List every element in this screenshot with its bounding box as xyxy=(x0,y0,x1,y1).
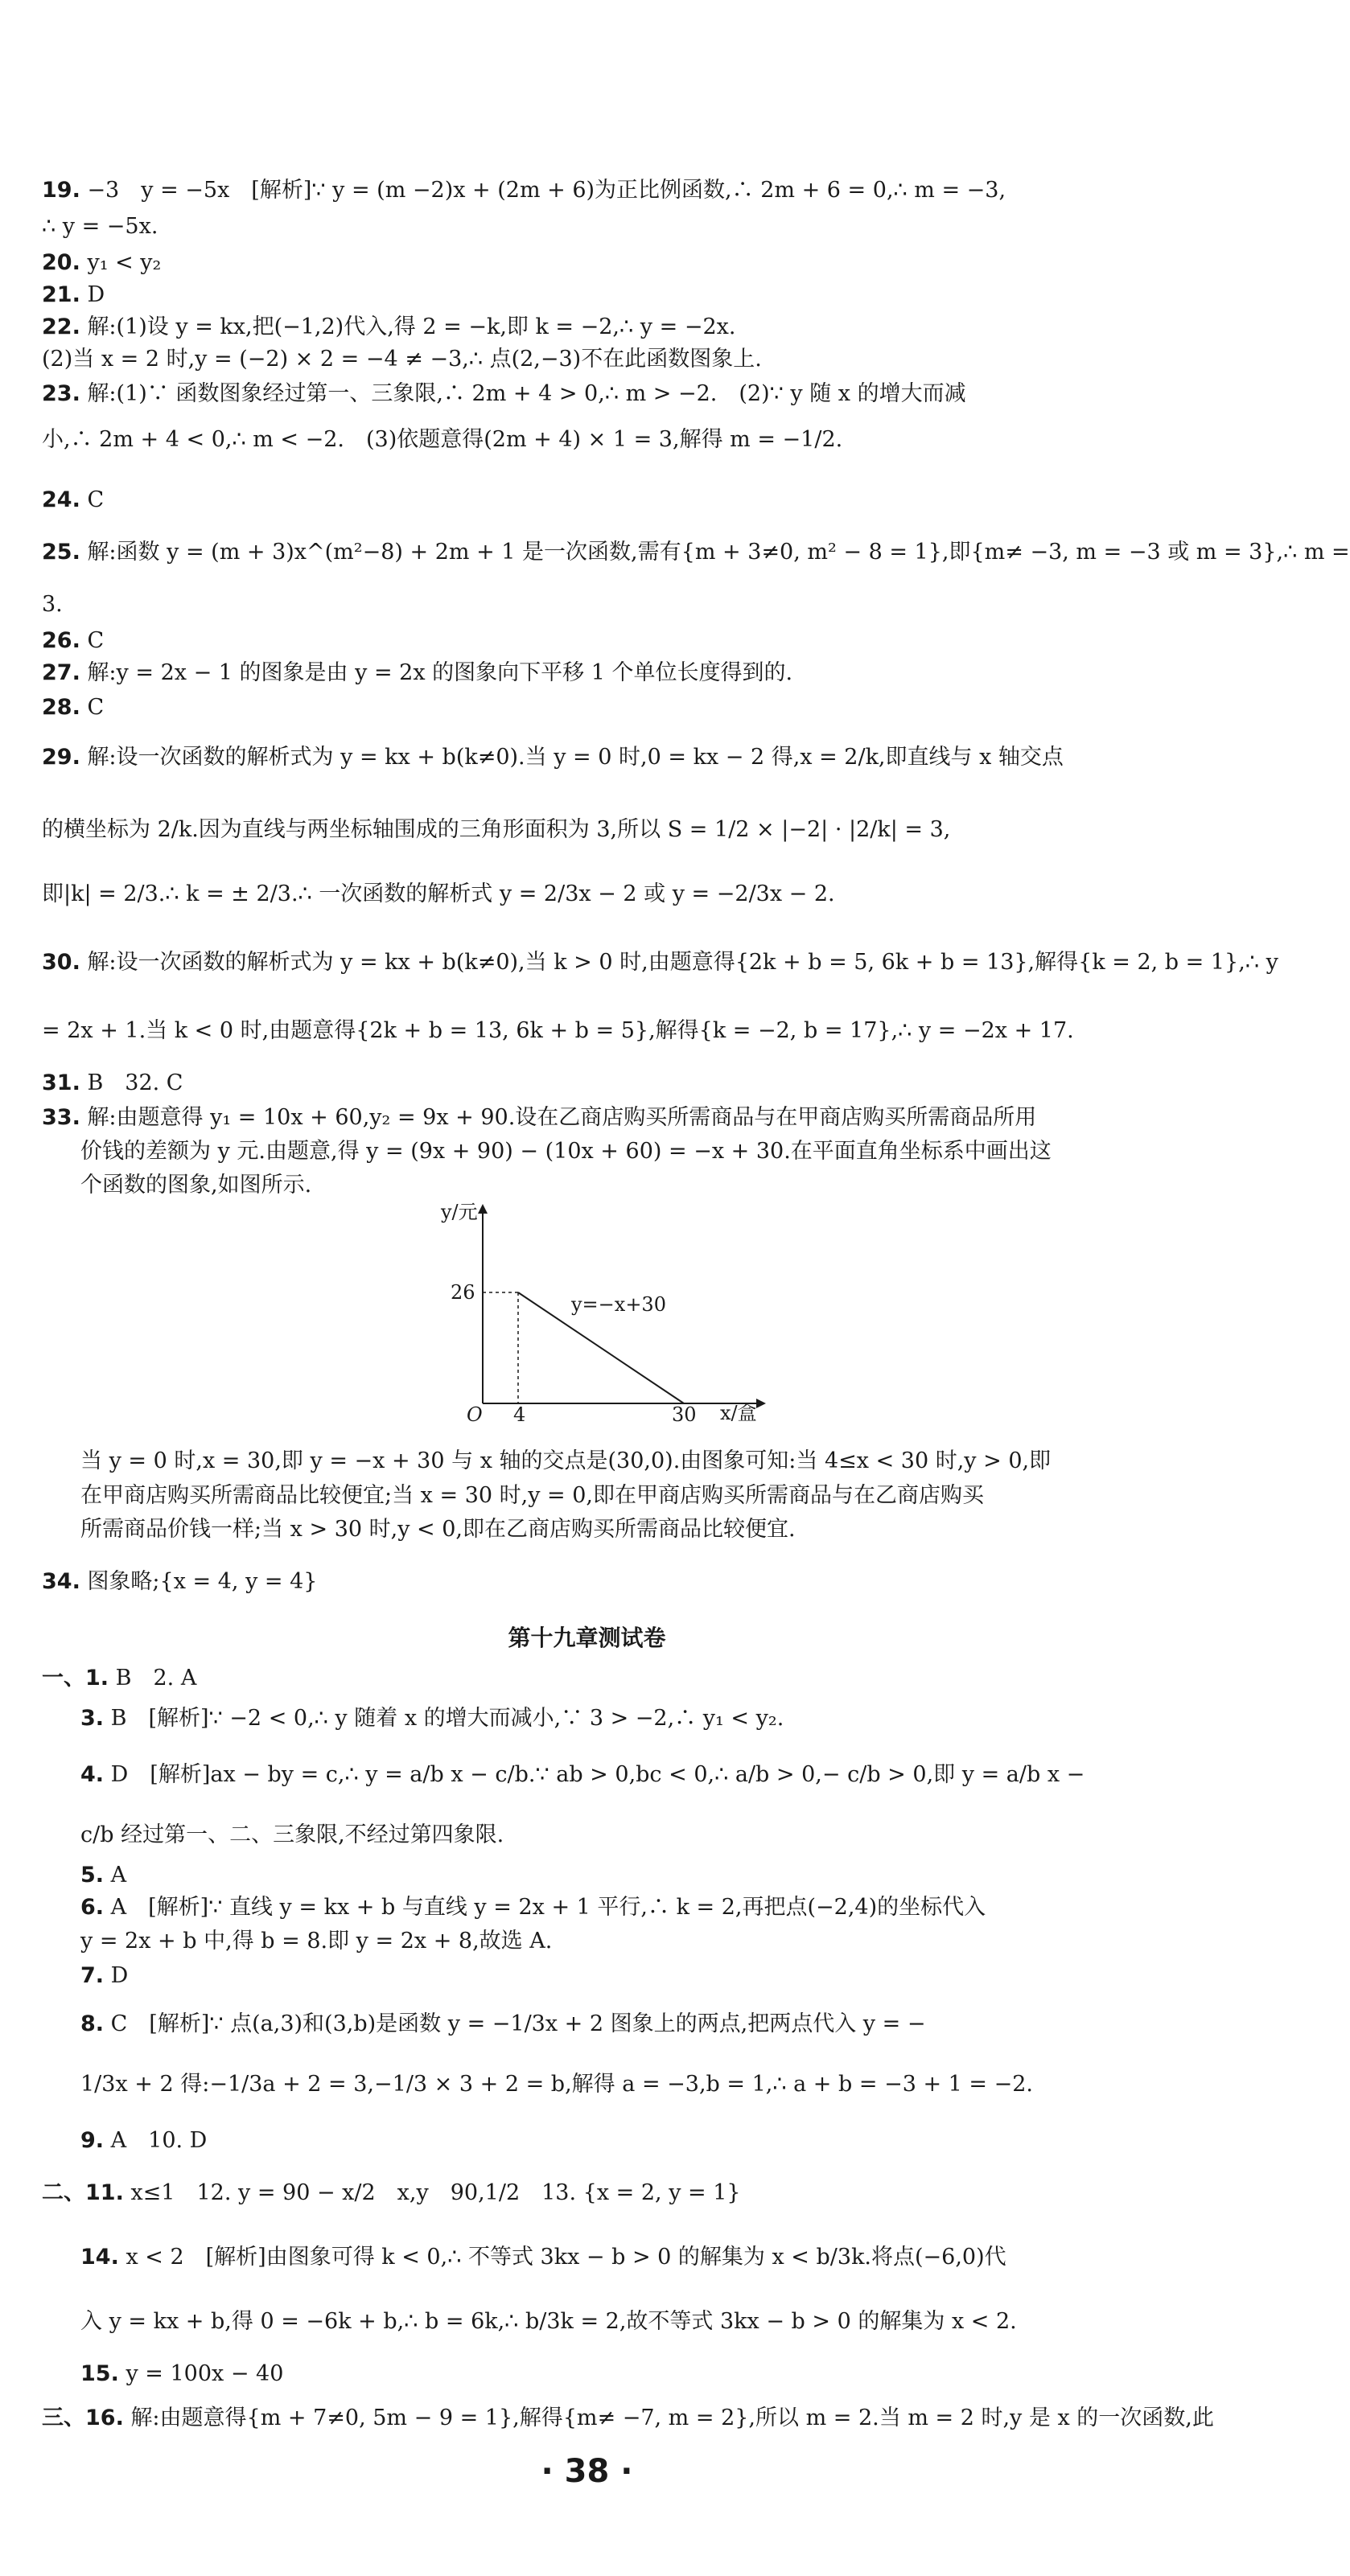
test-line: 一、1. B 2. A xyxy=(42,1666,197,1691)
x-tick-label: 4 xyxy=(513,1403,526,1426)
answer-line: ∴ y = −5x. xyxy=(42,214,158,239)
answer-line: = 2x + 1.当 k < 0 时,由题意得{2k + b = 13, 6k + b = 5},解得{k = −2, b = 17},∴ y = −2x + 17. xyxy=(42,1018,1074,1043)
answer-line: 24. C xyxy=(42,487,105,512)
answer-line: 26. C xyxy=(42,628,105,653)
answer-line: 20. y₁ < y₂ xyxy=(42,250,162,275)
y-tick-label: 26 xyxy=(451,1281,475,1304)
x-axis-arrow xyxy=(756,1399,766,1408)
answer-line: 21. D xyxy=(42,282,105,307)
test-line: 1/3x + 2 得:−1/3a + 2 = 3,−1/3 × 3 + 2 = b,解得 a = −3,b = 1,∴ a + b = −3 + 1 = −2. xyxy=(80,2072,1034,2097)
answer-line: 当 y = 0 时,x = 30,即 y = −x + 30 与 x 轴的交点是(30,0).由图象可知:当 4≤x < 30 时,y > 0,即 xyxy=(80,1448,1052,1473)
test-line: 三、16. 解:由题意得{m + 7≠0, 5m − 9 = 1},解得{m≠ −7, m = 2},所以 m = 2.当 m = 2 时,y 是 x 的一次函数,此 xyxy=(42,2405,1214,2430)
answer-line: 的横坐标为 2/k.因为直线与两坐标轴围成的三角形面积为 3,所以 S = 1/2 × |−2| · |2/k| = 3, xyxy=(42,817,951,842)
answer-line: 即|k| = 2/3.∴ k = ± 2/3.∴ 一次函数的解析式 y = 2/3x − 2 或 y = −2/3x − 2. xyxy=(42,881,835,906)
answer-line: 小,∴ 2m + 4 < 0,∴ m < −2. (3)依题意得(2m + 4) × 1 = 3,解得 m = −1/2. xyxy=(42,427,843,452)
answer-line: 31. B 32. C xyxy=(42,1070,183,1095)
test-line: 8. C [解析]∵ 点(a,3)和(3,b)是函数 y = −1/3x + 2 图象上的两点,把两点代入 y = − xyxy=(80,2011,926,2036)
test-line: 15. y = 100x − 40 xyxy=(80,2361,284,2386)
answer-line: 3. xyxy=(42,592,63,617)
test-line: y = 2x + b 中,得 b = 8.即 y = 2x + 8,故选 A. xyxy=(80,1929,553,1954)
test-line: 14. x < 2 [解析]由图象可得 k < 0,∴ 不等式 3kx − b > 0 的解集为 x < b/3k.将点(−6,0)代 xyxy=(80,2245,1006,2270)
origin-label: O xyxy=(467,1403,483,1426)
answer-line: 25. 解:函数 y = (m + 3)x^(m²−8) + 2m + 1 是一次函数,需有{m + 3≠0, m² − 8 = 1},即{m≠ −3, m = −3 或 m = 3},∴ m = xyxy=(42,540,1350,565)
answer-line: 价钱的差额为 y 元.由题意,得 y = (9x + 90) − (10x + 60) = −x + 30.在平面直角坐标系中画出这 xyxy=(80,1139,1052,1164)
answer-line: 27. 解:y = 2x − 1 的图象是由 y = 2x 的图象向下平移 1 个单位长度得到的. xyxy=(42,660,793,685)
test-line: 5. A xyxy=(80,1863,127,1888)
test-line: 6. A [解析]∵ 直线 y = kx + b 与直线 y = 2x + 1 平行,∴ k = 2,再把点(−2,4)的坐标代入 xyxy=(80,1895,986,1920)
test-line: 二、11. x≤1 12. y = 90 − x/2 x,y 90,1/2 13. {x = 2, y = 1} xyxy=(42,2180,741,2205)
linear-function-graph xyxy=(441,1201,772,1428)
answer-line: 23. 解:(1)∵ 函数图象经过第一、三象限,∴ 2m + 4 > 0,∴ m > −2. (2)∵ y 随 x 的增大而减 xyxy=(42,381,966,406)
answer-line: 19. −3 y = −5x [解析]∵ y = (m −2)x + (2m + 6)为正比例函数,∴ 2m + 6 = 0,∴ m = −3, xyxy=(42,178,1006,203)
answer-line: 个函数的图象,如图所示. xyxy=(80,1173,312,1198)
answer-line: 在甲商店购买所需商品比较便宜;当 x = 30 时,y = 0,即在甲商店购买所需商品与在乙商店购买 xyxy=(80,1483,985,1508)
y-axis-label: y/元 xyxy=(441,1201,478,1223)
test-line: 入 y = kx + b,得 0 = −6k + b,∴ b = 6k,∴ b/3k = 2,故不等式 3kx − b > 0 的解集为 x < 2. xyxy=(80,2309,1017,2334)
answer-line: 28. C xyxy=(42,695,105,720)
answer-line: 30. 解:设一次函数的解析式为 y = kx + b(k≠0),当 k > 0 时,由题意得{2k + b = 5, 6k + b = 13},解得{k = 2, b = 1},∴ y xyxy=(42,950,1278,975)
test-line: c/b 经过第一、二、三象限,不经过第四象限. xyxy=(80,1822,504,1847)
test-line: 9. A 10. D xyxy=(80,2128,208,2153)
x-tick-label: 30 xyxy=(672,1403,697,1426)
y-axis-arrow xyxy=(478,1204,488,1214)
line-label: y=−x+30 xyxy=(571,1293,666,1316)
test-line: 7. D xyxy=(80,1963,129,1988)
chapter-title: 第十九章测试卷 xyxy=(508,1625,666,1651)
x-axis-label: x/盒 xyxy=(720,1402,757,1424)
answer-line: 22. 解:(1)设 y = kx,把(−1,2)代入,得 2 = −k,即 k = −2,∴ y = −2x. xyxy=(42,314,736,339)
test-line: 4. D [解析]ax − by = c,∴ y = a/b x − c/b.∵ ab > 0,bc < 0,∴ a/b > 0,− c/b > 0,即 y = a/b x − xyxy=(80,1762,1085,1787)
answer-line: 33. 解:由题意得 y₁ = 10x + 60,y₂ = 9x + 90.设在乙商店购买所需商品与在甲商店购买所需商品所用 xyxy=(42,1105,1037,1130)
answer-line: 34. 图象略;{x = 4, y = 4} xyxy=(42,1569,318,1594)
page-number: · 38 · xyxy=(541,2453,633,2490)
answer-line: 所需商品价钱一样;当 x > 30 时,y < 0,即在乙商店购买所需商品比较便宜. xyxy=(80,1517,796,1542)
test-line: 3. B [解析]∵ −2 < 0,∴ y 随着 x 的增大而减小,∵ 3 > −2,∴ y₁ < y₂. xyxy=(80,1706,784,1731)
answer-line: 29. 解:设一次函数的解析式为 y = kx + b(k≠0).当 y = 0 时,0 = kx − 2 得,x = 2/k,即直线与 x 轴交点 xyxy=(42,745,1064,770)
answer-line: (2)当 x = 2 时,y = (−2) × 2 = −4 ≠ −3,∴ 点(2,−3)不在此函数图象上. xyxy=(42,347,762,372)
